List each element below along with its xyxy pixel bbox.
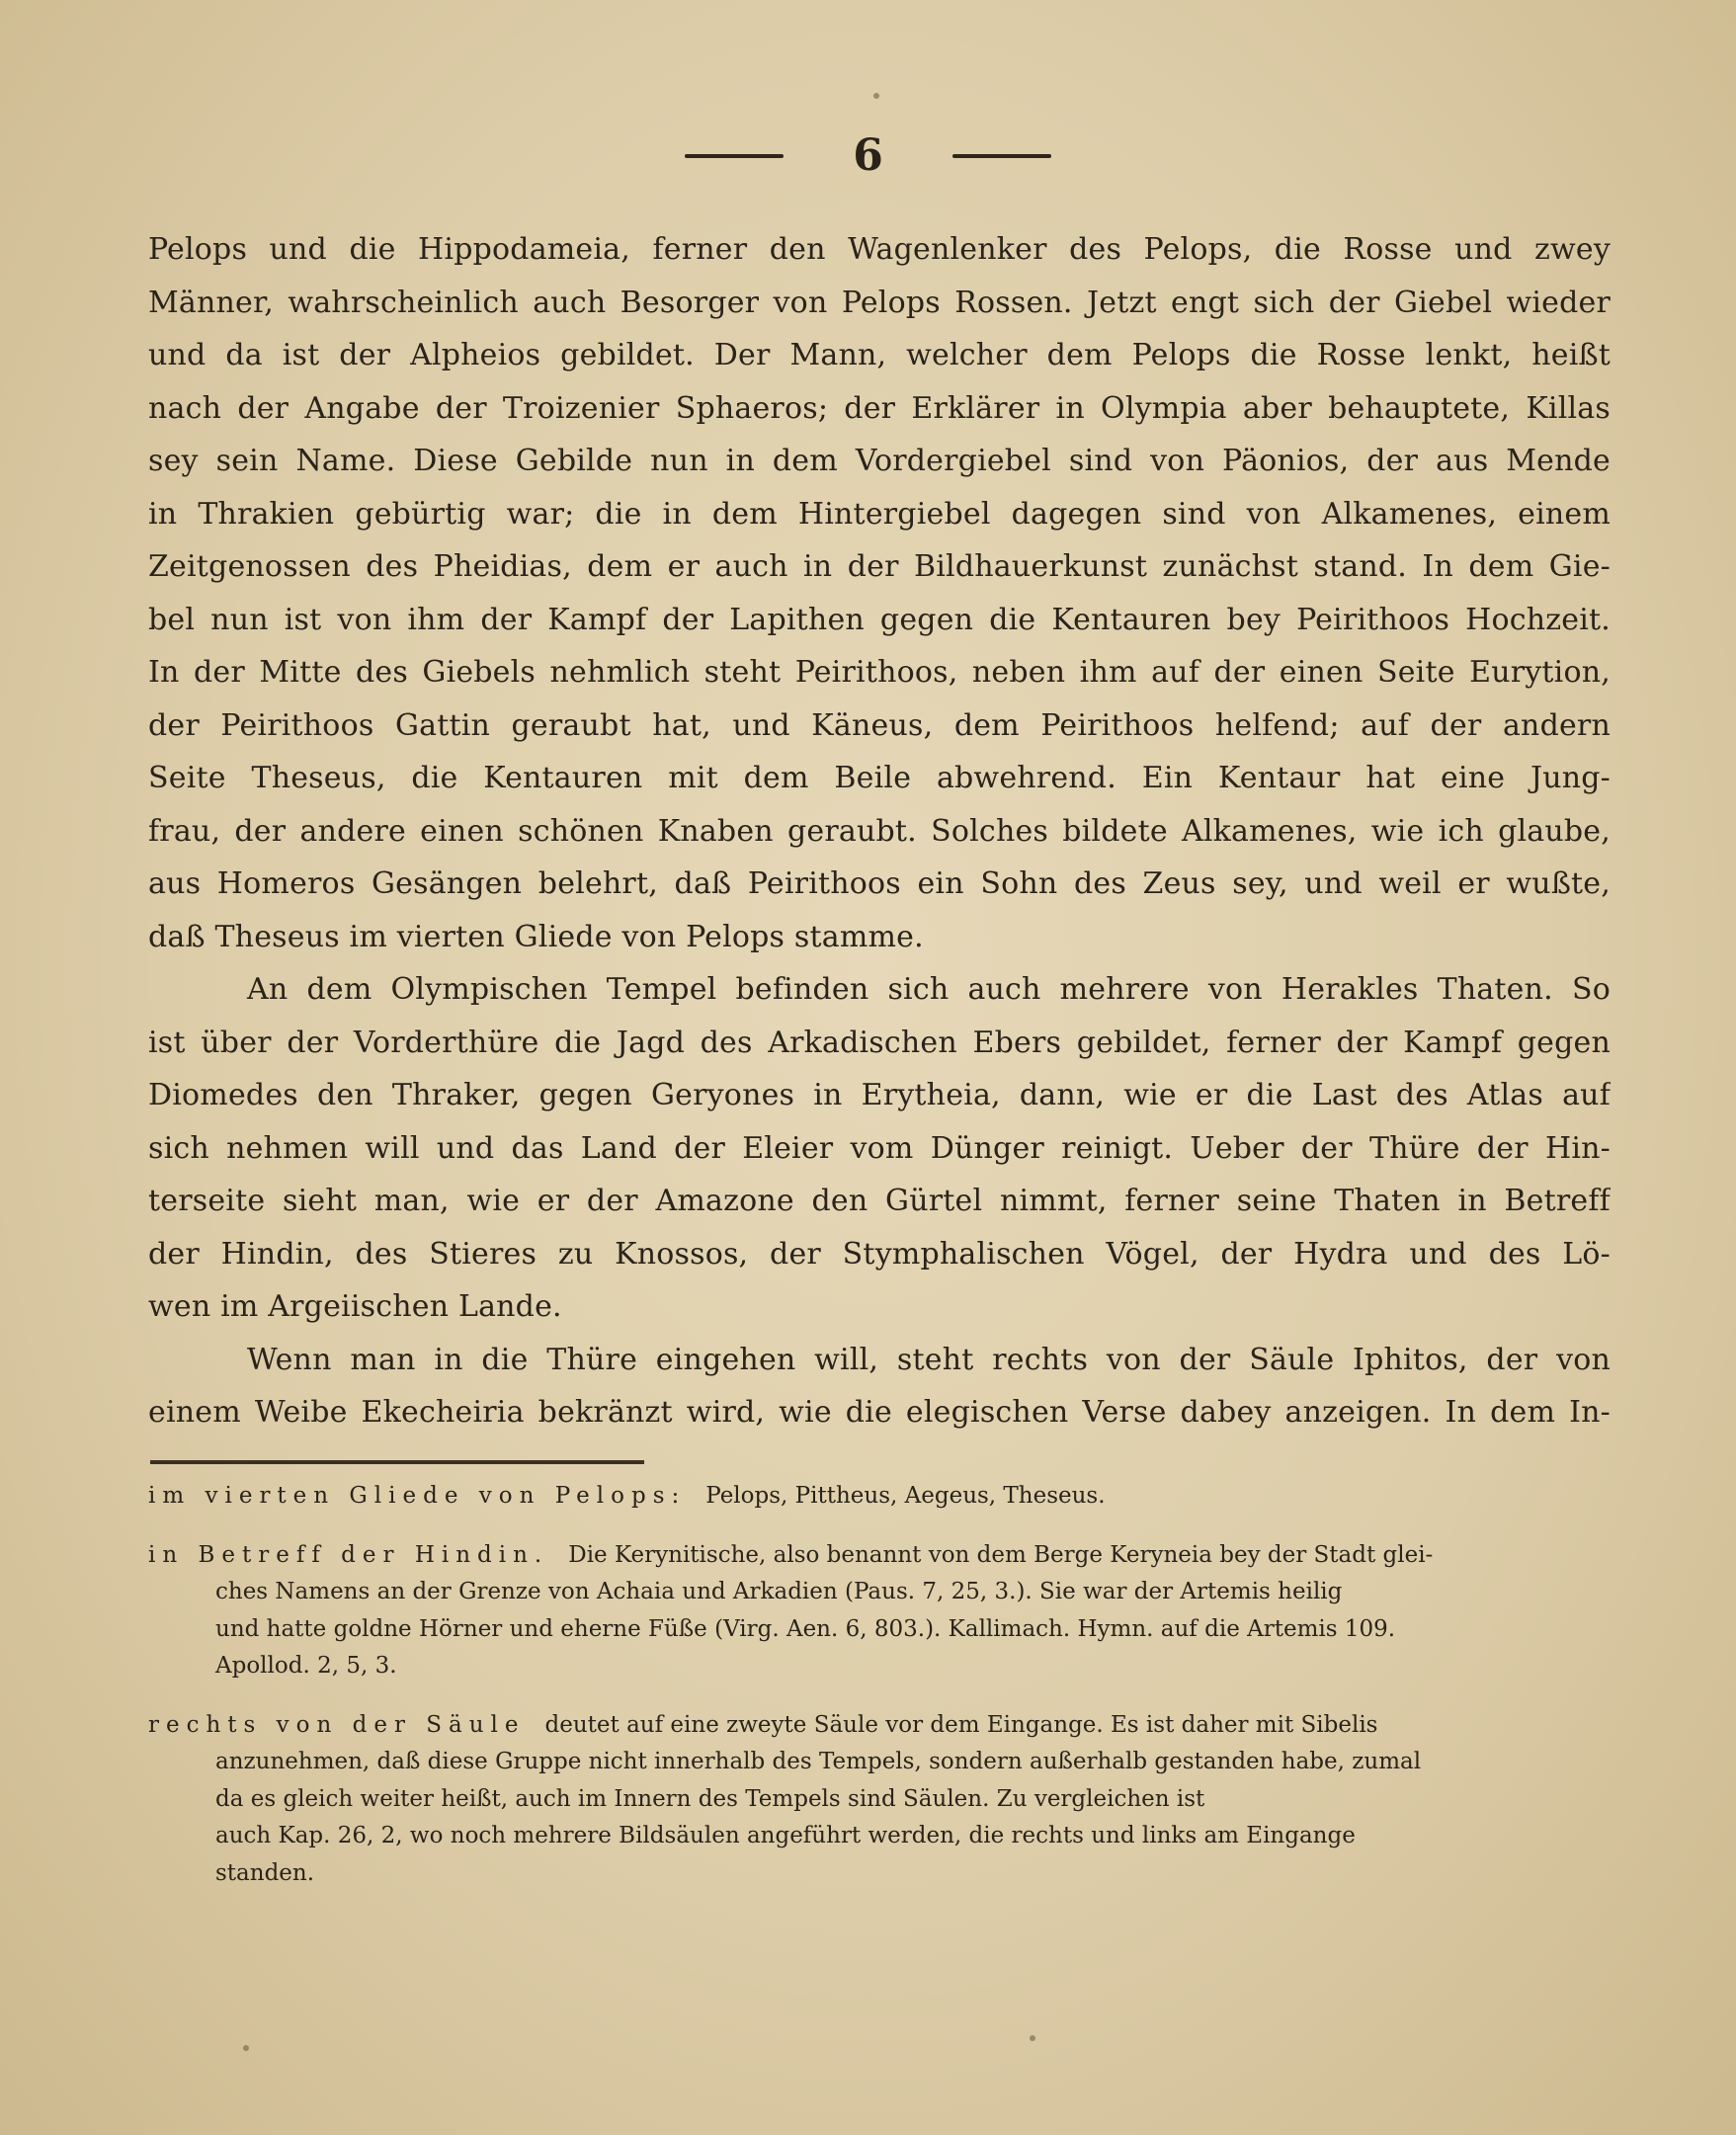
footnote — [148, 1478, 1611, 1516]
footnote-lemma: im vierten Gliede von Pelops: — [148, 1483, 687, 1509]
text-line: In der Mitte des Giebels nehmlich steht Peirithoos, neben ihm auf der einen Seite Eurytion, — [148, 655, 1611, 690]
footnote-lemma: in Betreff der Hindin. — [148, 1541, 549, 1568]
text-line: sey sein Name. Diese Gebilde nun in dem Vordergiebel sind von Päonios, der aus Mende — [148, 444, 1611, 478]
main-text — [148, 223, 1611, 1439]
paper-speck — [243, 2045, 249, 2051]
text-line: ist über der Vorderthüre die Jagd des Arkadischen Ebers gebildet, ferner der Kampf gegen — [148, 1025, 1611, 1060]
text-line: der Peirithoos Gattin geraubt hat, und Käneus, dem Peirithoos helfend; auf der andern — [148, 707, 1611, 743]
page-number: 6 — [853, 130, 883, 181]
footnote-line: da es gleich weiter heißt, auch im Innern des Tempels sind Säulen. Zu vergleichen ist — [215, 1785, 1205, 1812]
footnote-text: deutet auf eine zweyte Säule vor dem Eingange. Es ist daher mit Sibelis — [544, 1711, 1378, 1738]
footnote-divider — [150, 1460, 644, 1464]
text-line: Pelops und die Hippodameia, ferner den Wagenlenker des Pelops, die Rosse und zwey — [148, 232, 1611, 267]
text-line: Seite Theseus, die Kentauren mit dem Beile abwehrend. Ein Kentaur hat eine Jung- — [148, 761, 1611, 795]
footnote-text: Pelops, Pittheus, Aegeus, Theseus. — [705, 1483, 1106, 1509]
page-header — [0, 126, 1736, 186]
footnote-line: auch Kap. 26, 2, wo noch mehrere Bildsäulen angeführt werden, die rechts und links am Eingange — [215, 1823, 1356, 1848]
text-line-paragraph-end: daß Theseus im vierten Gliede von Pelops stamme. — [148, 919, 924, 954]
text-line: Diomedes den Thraker, gegen Geryones in Erytheia, dann, wie er die Last des Atlas auf — [148, 1078, 1611, 1112]
footnote-line: standen. — [215, 1859, 315, 1886]
footnote-line: anzunehmen, daß diese Gruppe nicht innerhalb des Tempels, sondern außerhalb gestanden habe, zumal — [215, 1749, 1422, 1774]
text-line: sich nehmen will und das Land der Eleier vom Dünger reinigt. Ueber der Thüre der Hin- — [148, 1130, 1611, 1166]
footnote-lemma: rechts von der Säule — [148, 1711, 526, 1738]
footnote-line: Apollod. 2, 5, 3. — [215, 1653, 397, 1679]
text-line: Zeitgenossen des Pheidias, dem er auch in der Bildhauerkunst zunächst stand. In dem Gie- — [148, 549, 1611, 584]
footnote-line — [148, 1537, 1611, 1575]
text-line-paragraph-start: An dem Olympischen Tempel befinden sich auch mehrere von Herakles Thaten. So — [247, 972, 1611, 1007]
footnote-line: und hatte goldne Hörner und eherne Füße (Virg. Aen. 6, 803.). Kallimach. Hymn. auf die Artemis 109. — [215, 1615, 1396, 1642]
text-line: der Hindin, des Stieres zu Knossos, der Stymphalischen Vögel, der Hydra und des Lö- — [148, 1236, 1611, 1272]
paper-speck — [1030, 2035, 1035, 2041]
footnote-line: ches Namens an der Grenze von Achaia und Arkadien (Paus. 7, 25, 3.). Sie war der Artemis heilig — [215, 1579, 1343, 1604]
text-line: einem Weibe Ekecheiria bekränzt wird, wie die elegischen Verse dabey anzeigen. In dem In- — [148, 1395, 1611, 1430]
footnotes — [148, 1478, 1611, 1914]
text-line: Männer, wahrscheinlich auch Besorger von Pelops Rossen. Jetzt engt sich der Giebel wieder — [148, 285, 1611, 320]
footnote-text: Die Kerynitische, also benannt von dem Berge Keryneia bey der Stadt glei- — [568, 1541, 1434, 1568]
text-line: nach der Angabe der Troizenier Sphaeros; der Erklärer in Olympia aber behauptete, Killas — [148, 390, 1611, 426]
footnote-line — [148, 1478, 1611, 1516]
header-rule-right — [952, 154, 1051, 158]
text-line: terseite sieht man, wie er der Amazone den Gürtel nimmt, ferner seine Thaten in Betreff — [148, 1184, 1611, 1218]
text-line: aus Homeros Gesängen belehrt, daß Peirithoos ein Sohn des Zeus sey, und weil er wußte, — [148, 866, 1611, 901]
footnote-line — [148, 1707, 1611, 1745]
text-line: in Thrakien gebürtig war; die in dem Hintergiebel dagegen sind von Alkamenes, einem — [148, 496, 1611, 532]
text-line-paragraph-start: Wenn man in die Thüre eingehen will, steht rechts von der Säule Iphitos, der von — [247, 1342, 1611, 1377]
footnote — [148, 1707, 1611, 1893]
text-line: bel nun ist von ihm der Kampf der Lapithen gegen die Kentauren bey Peirithoos Hochzeit. — [148, 602, 1611, 637]
paper-speck — [873, 93, 879, 99]
footnote — [148, 1537, 1611, 1685]
text-line: frau, der andere einen schönen Knaben geraubt. Solches bildete Alkamenes, wie ich glaube, — [148, 813, 1611, 849]
header-rule-left — [685, 154, 784, 158]
text-line: und da ist der Alpheios gebildet. Der Mann, welcher dem Pelops die Rosse lenkt, heißt — [148, 338, 1611, 372]
text-line-paragraph-end: wen im Argeiischen Lande. — [148, 1289, 562, 1324]
